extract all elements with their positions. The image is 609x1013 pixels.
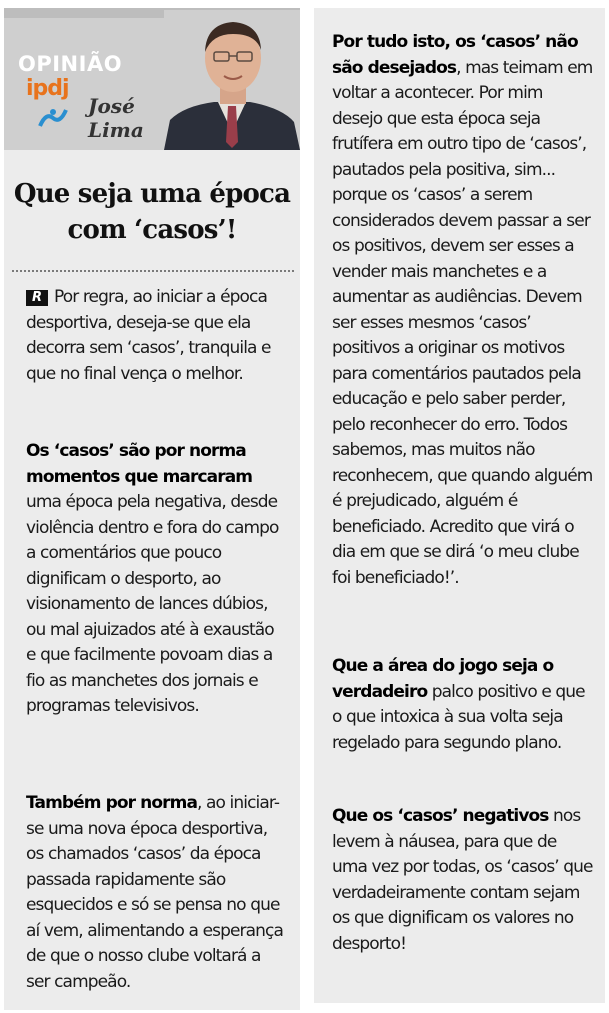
left-column: [4, 8, 300, 1010]
author-first-name: José: [88, 94, 135, 118]
section-label: OPINIÃO: [18, 52, 123, 76]
paragraph-3-text: , ao iniciar-se uma nova época desportiva, os chamados ‘casos’ da época passada rapidamente são esquecidos e só se pensa no que aí vem, alimentando a esperança de que o nosso clube voltará a ser campeão.: [26, 793, 283, 992]
paragraph-3-lead: Também por norma: [26, 793, 198, 813]
author-last-name: Lima: [88, 118, 144, 142]
title-divider: [12, 270, 294, 272]
opinion-header: [4, 8, 300, 150]
paragraph-3: [26, 791, 284, 995]
logo-figure-icon: [38, 106, 68, 130]
paragraph-6: [332, 804, 594, 957]
paragraph-5-lead: Que a área do jogo seja o verdadeiro: [332, 656, 554, 702]
right-column: [314, 8, 605, 1003]
paragraph-2-text: uma época pela negativa, desde violência dentro e fora do campo a comentários que pouco dignificam o desporto, ao visionamento de lances dúbios, ou mal ajuizados até à exaustão e que facilmente povoam dias a fio as manchetes dos jornais e programas televisivos.: [26, 492, 279, 716]
paragraph-6-lead: Que os ‘casos’ negativos: [332, 806, 549, 826]
source-mark: R: [26, 290, 48, 306]
paragraph-4-lead: Por tudo isto, os ‘casos’ não são desejados: [332, 32, 578, 78]
author-name: [88, 94, 144, 142]
paragraph-2: [26, 439, 284, 720]
paragraph-2-lead: Os ‘casos’ são por norma momentos que marcaram: [26, 441, 253, 487]
title-line-1: Que seja uma época: [13, 179, 291, 209]
paragraph-1-text: Por regra, ao iniciar a época desportiva, deseja-se que ela decorra sem ‘casos’, tranquila e que no final vença o melhor.: [26, 287, 271, 384]
title-line-2: com ‘casos’!: [67, 215, 237, 245]
paragraph-4: [332, 30, 594, 591]
paragraph-5-text: palco positivo e que o que intoxica à sua volta seja regelado para segundo plano.: [332, 681, 585, 753]
paragraph-intro: [26, 285, 284, 387]
paragraph-5: [332, 654, 594, 756]
article-title: [12, 176, 292, 248]
logo-text: ipdj: [26, 76, 69, 101]
author-photo: [164, 10, 300, 150]
paragraph-4-text: , mas teimam em voltar a acontecer. Por mim desejo que esta época seja frutífera em outro tipo de ‘casos’, pautados pela positiva, sim... porque os ‘casos’ a serem considerados devem passar a ser os positivos, devem ser esses a vender mais manchetes e a aumentar as audiências. Devem ser esses mesmos ‘casos’ positivos a originar os motivos para comentários pautados pela educação e pelo saber perder, pelo reconhecer do erro. Todos sabemos, mas muitos não reconhecem, que quando alguém é prejudicado, alguém é beneficiado. Acredito que virá o dia em que se dirá ‘o meu clube foi beneficiado!’.: [332, 57, 593, 588]
paragraph-6-text: nos levem à náusea, para que de uma vez por todas, os ‘casos’ que verdadeiramente contam sejam os que dignificam os valores no desporto!: [332, 806, 593, 954]
ipdj-logo: [22, 76, 80, 136]
